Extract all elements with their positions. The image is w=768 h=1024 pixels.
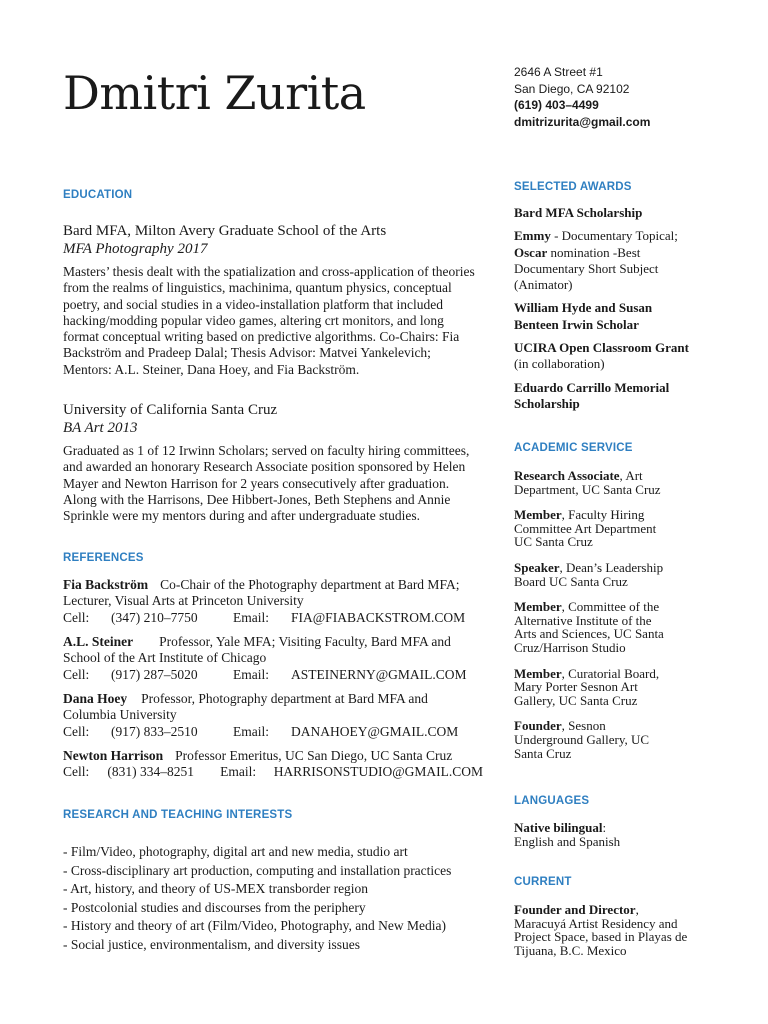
service-detail: , Sesnon Underground Gallery, UC Santa Cruz xyxy=(514,718,650,761)
education-degree: MFA Photography 2017 xyxy=(63,241,208,257)
award-item xyxy=(514,340,694,373)
service-detail: , Faculty Hiring Committee Art Department UC Santa Cruz xyxy=(514,507,657,550)
reference-item xyxy=(63,634,483,683)
cell-label: Cell: xyxy=(63,609,90,625)
email-address: dmitrizurita@gmail.com xyxy=(514,114,651,129)
education-entry-bard xyxy=(63,222,483,378)
reference-cell: (917) 833–2510 xyxy=(111,723,198,739)
service-role: Member xyxy=(514,665,562,681)
reference-cell: (347) 210–7750 xyxy=(111,609,198,625)
reference-cell: (917) 287–5020 xyxy=(111,666,198,682)
reference-email: FIA@FIABACKSTROM.COM xyxy=(291,609,466,625)
award-item xyxy=(514,205,684,221)
award-title: UCIRA Open Classroom Grant xyxy=(514,340,689,356)
language-colon: : xyxy=(602,820,607,835)
current-item xyxy=(514,903,694,957)
school-name: Bard MFA, xyxy=(63,223,132,239)
interests-heading: RESEARCH AND TEACHING INTERESTS xyxy=(63,809,293,821)
reference-name: Dana Hoey xyxy=(63,691,128,706)
email-label: Email: xyxy=(220,764,257,780)
cell-label: Cell: xyxy=(63,666,90,682)
reference-item xyxy=(63,748,483,781)
current-heading: CURRENT xyxy=(514,876,572,888)
phone-number: (619) 403–4499 xyxy=(514,98,599,112)
reference-name: A.L. Steiner xyxy=(63,634,134,649)
languages-item xyxy=(514,821,694,848)
education-heading: EDUCATION xyxy=(63,189,133,201)
reference-name: Newton Harrison xyxy=(63,748,164,763)
contact-block xyxy=(514,64,650,130)
service-item xyxy=(514,600,674,654)
address-line-1: 2646 A Street #1 xyxy=(514,65,603,79)
reference-role: Professor Emeritus, UC San Diego, UC Santa Cruz xyxy=(175,748,453,763)
awards-list xyxy=(514,205,689,419)
list-item: - Postcolonial studies and discourses from the periphery xyxy=(63,899,366,915)
award-item xyxy=(514,380,684,413)
reference-role: Professor, Yale MFA; Visiting Faculty, Bard MFA and School of the Art Institute of Chicago xyxy=(63,634,451,666)
service-role: Speaker xyxy=(514,559,560,575)
service-item xyxy=(514,561,674,588)
reference-item xyxy=(63,691,483,740)
awards-heading: SELECTED AWARDS xyxy=(514,181,632,193)
reference-email: DANAHOEY@GMAIL.COM xyxy=(291,723,459,739)
current-detail: Maracuyá Artist Residency and Project Space, based in Playas de Tijuana, B.C. Mexico xyxy=(514,915,688,958)
service-role: Research Associate xyxy=(514,468,620,483)
award-title: Eduardo Carrillo Memorial Scholarship xyxy=(514,379,670,411)
award-detail-2: nomination -Best Documentary Short Subject (Animator) xyxy=(514,244,659,293)
reference-item xyxy=(63,577,483,626)
service-detail: , Committee of the Alternative Institute of the Arts and Sciences, UC Santa Cruz/Harrison Studio xyxy=(514,599,664,655)
service-role: Member xyxy=(514,507,562,523)
education-entry-ucsc xyxy=(63,401,483,524)
education-description: Graduated as 1 of 12 Irwinn Scholars; served on faculty hiring committees, and awarded an honorary Research Associate position sponsored by Helen Mayer and Newton Harrison for 2 years consecutively after graduation. Along with the Harrisons, Dee Hibbert-Jones, Beth Stephens and Annie Sprinkle were my mentors during and after undergraduate studies. xyxy=(63,443,470,524)
award-title: Bard MFA Scholarship xyxy=(514,205,643,220)
cell-label: Cell: xyxy=(63,723,90,739)
award-title-2: Oscar xyxy=(514,244,548,260)
service-item xyxy=(514,469,674,496)
education-school: University of California Santa Cruz xyxy=(63,402,278,418)
reference-email: HARRISONSTUDIO@GMAIL.COM xyxy=(273,764,484,780)
award-item xyxy=(514,228,684,293)
list-item: - Social justice, environmentalism, and diversity issues xyxy=(63,936,360,952)
reference-cell: (831) 334–8251 xyxy=(107,764,194,780)
award-detail: - Documentary Topical; xyxy=(550,228,678,244)
cell-label: Cell: xyxy=(63,764,90,780)
references-heading: REFERENCES xyxy=(63,552,144,564)
address-line-2: San Diego, CA 92102 xyxy=(514,81,630,96)
languages-heading: LANGUAGES xyxy=(514,795,590,807)
list-item: - Film/Video, photography, digital art and new media, studio art xyxy=(63,844,408,859)
service-detail: , Art Department, UC Santa Cruz xyxy=(514,468,661,497)
candidate-name: Dmitri Zurita xyxy=(63,66,366,120)
reference-name: Fia Backström xyxy=(63,577,149,592)
service-detail: , Dean’s Leadership Board UC Santa Cruz xyxy=(514,559,664,589)
award-title: William Hyde and Susan Benteen Irwin Scholar xyxy=(514,300,653,332)
award-title: Emmy xyxy=(514,228,551,244)
language-label: Native bilingual xyxy=(514,820,603,835)
email-label: Email: xyxy=(233,723,269,739)
education-degree: BA Art 2013 xyxy=(63,420,138,436)
school-detail: Milton Avery Graduate School of the Arts xyxy=(131,223,387,239)
email-label: Email: xyxy=(233,609,269,625)
service-role: Founder xyxy=(514,718,562,734)
service-list xyxy=(514,469,674,772)
list-item: - Cross-disciplinary art production, computing and installation practices xyxy=(63,862,452,878)
reference-email: ASTEINERNY@GMAIL.COM xyxy=(291,666,467,682)
current-role: Founder and Director xyxy=(514,902,636,917)
language-list: English and Spanish xyxy=(514,833,621,849)
service-role: Member xyxy=(514,599,562,615)
education-school xyxy=(63,222,483,240)
award-item xyxy=(514,300,684,333)
list-item: - Art, history, and theory of US-MEX transborder region xyxy=(63,881,369,897)
service-detail: , Curatorial Board, Mary Porter Sesnon Art Gallery, UC Santa Cruz xyxy=(514,665,660,708)
award-detail: (in collaboration) xyxy=(514,356,605,372)
education-description: Masters’ thesis dealt with the spatialization and cross-application of theories from the realms of linguistics, machinima, quantum physics, conceptual poetry, and social studies in a video-installation platform that included hacking/modding popular video games, altering crt monitors, and long format conceptual writing based on predictive algorithms. Co-Chairs: Fia Backström and Pradeep Dalal; Thesis Advisor: Matvei Yankelevich; Mentors: A.L. Steiner, Dana Hoey, and Fia Backström. xyxy=(63,264,475,377)
current-comma: , xyxy=(635,902,639,917)
list-item: - History and theory of art (Film/Video, Photography, and New Media) xyxy=(63,918,446,934)
reference-role: Co-Chair of the Photography department at Bard MFA; Lecturer, Visual Arts at Princeton University xyxy=(63,577,460,609)
service-item xyxy=(514,667,674,708)
service-heading: ACADEMIC SERVICE xyxy=(514,442,633,454)
interests-list xyxy=(63,843,503,955)
email-label: Email: xyxy=(233,666,269,682)
service-item xyxy=(514,508,674,549)
reference-role: Professor, Photography department at Bard MFA and Columbia University xyxy=(63,691,428,723)
service-item xyxy=(514,719,674,760)
